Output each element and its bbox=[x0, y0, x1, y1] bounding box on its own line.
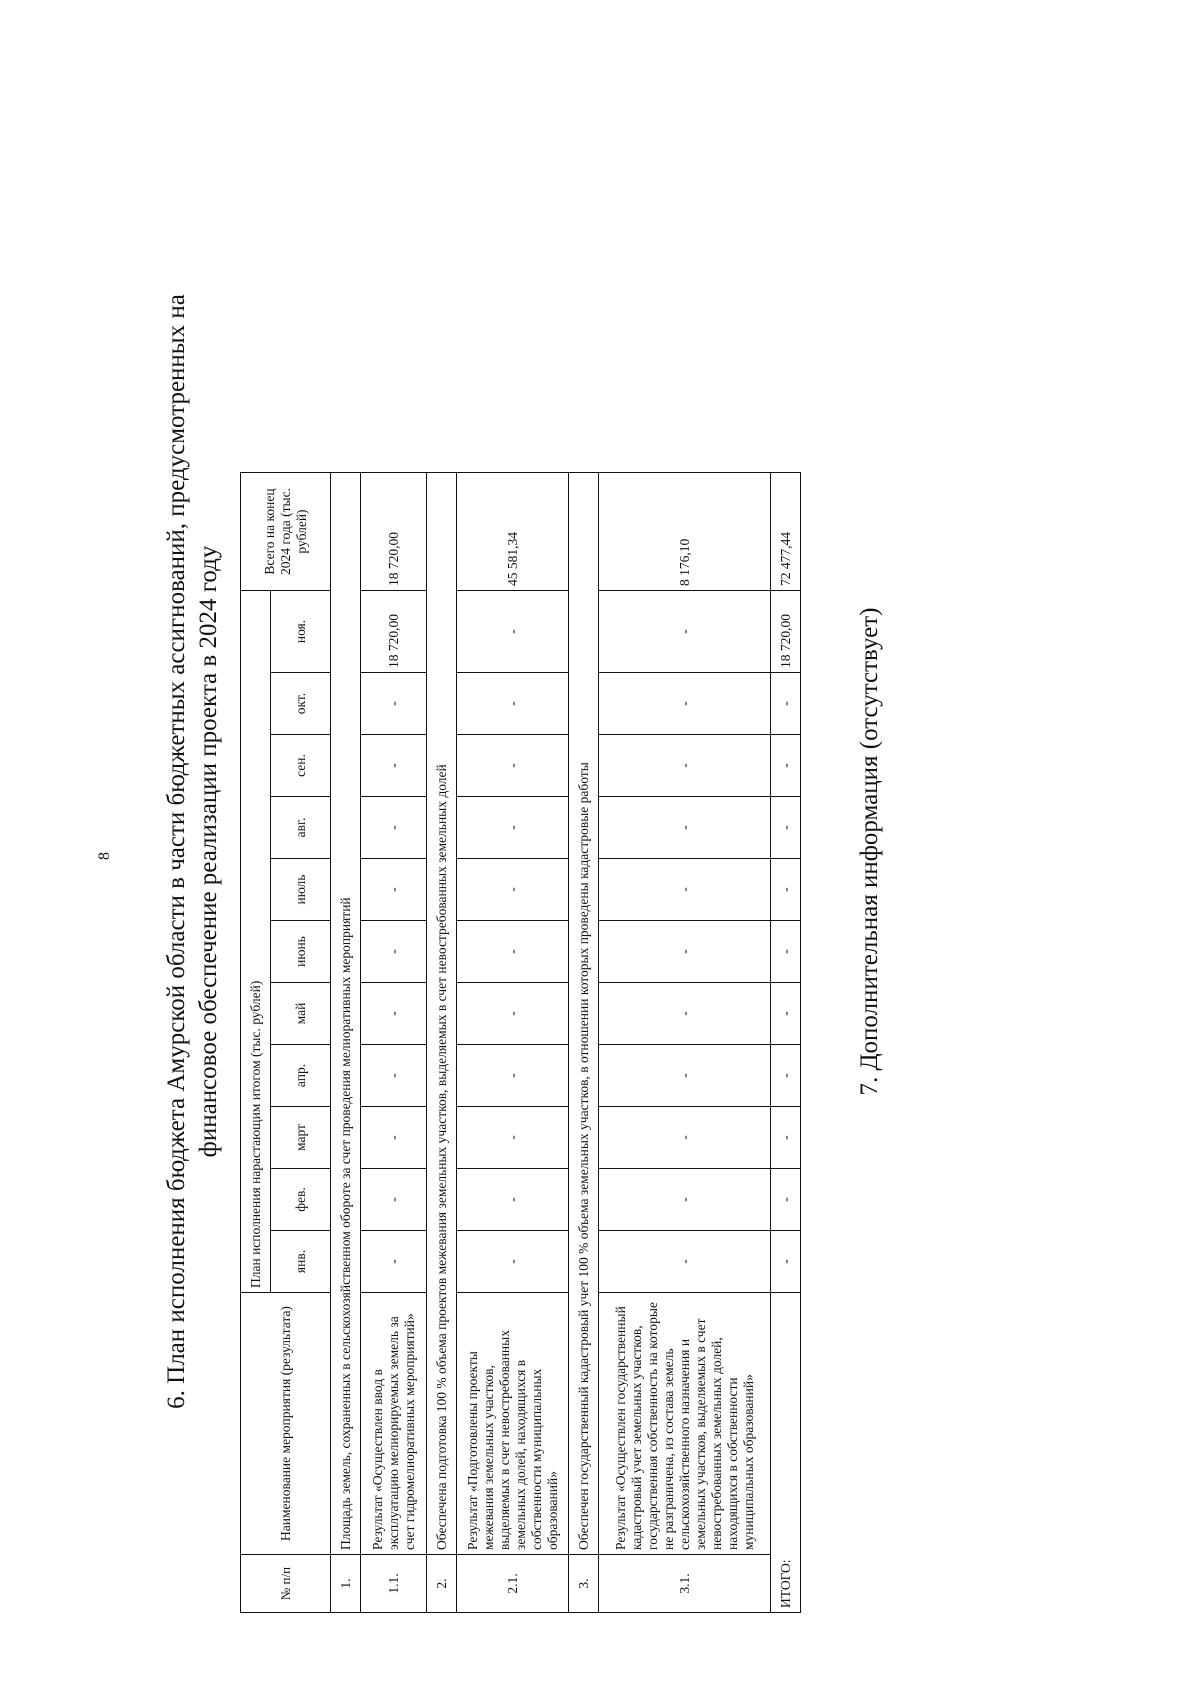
budget-plan-table bbox=[240, 472, 801, 1613]
itogo-value: - bbox=[771, 1045, 801, 1107]
itogo-value: - bbox=[771, 921, 801, 983]
row-num: 3.1. bbox=[599, 1555, 771, 1613]
row-value: - bbox=[599, 1107, 771, 1169]
row-num: 3. bbox=[569, 1555, 599, 1613]
row-total: 8 176,10 bbox=[599, 473, 771, 591]
itogo-value: 18 720,00 bbox=[771, 591, 801, 673]
row-value: - bbox=[361, 921, 427, 983]
table-row bbox=[599, 473, 771, 1613]
section-text: Площадь земель, сохраненных в сельскохозяйственном обороте за счет проведения мелиоративных мероприятий bbox=[331, 473, 361, 1555]
row-value: - bbox=[457, 1231, 569, 1293]
row-value: - bbox=[457, 1045, 569, 1107]
itogo-label: ИТОГО: bbox=[771, 1293, 801, 1613]
row-value: - bbox=[457, 921, 569, 983]
row-value: - bbox=[599, 983, 771, 1045]
row-total: 18 720,00 bbox=[361, 473, 427, 591]
row-value: - bbox=[457, 1107, 569, 1169]
row-num: 2.1. bbox=[457, 1555, 569, 1613]
section-text: Обеспечен государственный кадастровый учет 100 % объема земельных участков, в отношении которых проведены кадастровые работы bbox=[569, 473, 599, 1555]
row-value: - bbox=[361, 859, 427, 921]
table-row bbox=[361, 473, 427, 1613]
row-value: - bbox=[599, 797, 771, 859]
row-value: - bbox=[599, 673, 771, 735]
section-title-line-2: финансовое обеспечение реализации проекта в 2024 году bbox=[195, 545, 222, 1158]
page-number: 8 bbox=[96, 852, 113, 860]
row-value: - bbox=[361, 797, 427, 859]
row-value: - bbox=[599, 1045, 771, 1107]
header-month: сен. bbox=[271, 735, 331, 797]
row-value: 18 720,00 bbox=[361, 591, 427, 673]
row-value: - bbox=[361, 1169, 427, 1231]
row-name: Результат «Осуществлен государственный кадастровый учет земельных участков, государственная собственность на которые не разграничена, из состава земель сельскохозяйственного назначения и земельных участков, выделяемых в счет невостребованных земельных долей, находящихся в собственности муниципальных образований» bbox=[599, 1293, 771, 1555]
row-name: Результат «Подготовлены проекты межевания земельных участков, выделяемых в счет невостребованных земельных долей, находящихся в собственности муниципальных образований» bbox=[457, 1293, 569, 1555]
itogo-value: - bbox=[771, 1169, 801, 1231]
row-value: - bbox=[457, 859, 569, 921]
row-value: - bbox=[457, 591, 569, 673]
row-value: - bbox=[361, 1231, 427, 1293]
row-value: - bbox=[361, 1107, 427, 1169]
row-value: - bbox=[599, 591, 771, 673]
header-month: апр. bbox=[271, 1045, 331, 1107]
row-value: - bbox=[457, 1169, 569, 1231]
budget-plan-table-wrapper bbox=[240, 472, 801, 1613]
table-row-section bbox=[331, 473, 361, 1613]
itogo-value: - bbox=[771, 735, 801, 797]
itogo-value: - bbox=[771, 797, 801, 859]
header-month: июнь bbox=[271, 921, 331, 983]
header-total: Всего на конец 2024 года (тыс. рублей) bbox=[241, 473, 331, 591]
itogo-value: - bbox=[771, 983, 801, 1045]
itogo-value: - bbox=[771, 1231, 801, 1293]
row-value: - bbox=[599, 921, 771, 983]
header-month: май bbox=[271, 983, 331, 1045]
itogo-value: - bbox=[771, 673, 801, 735]
row-num: 2. bbox=[427, 1555, 457, 1613]
row-num: 1.1. bbox=[361, 1555, 427, 1613]
header-plan: План исполнения нарастающим итогом (тыс. рублей) bbox=[241, 591, 271, 1293]
itogo-value: - bbox=[771, 859, 801, 921]
header-month: фев. bbox=[271, 1169, 331, 1231]
header-month: июль bbox=[271, 859, 331, 921]
row-total: 45 581,34 bbox=[457, 473, 569, 591]
row-value: - bbox=[599, 859, 771, 921]
header-month: янв. bbox=[271, 1231, 331, 1293]
row-value: - bbox=[599, 1169, 771, 1231]
row-value: - bbox=[457, 673, 569, 735]
row-value: - bbox=[361, 673, 427, 735]
table-row bbox=[457, 473, 569, 1613]
header-month: март bbox=[271, 1107, 331, 1169]
table-row-section bbox=[569, 473, 599, 1613]
itogo-value: - bbox=[771, 1107, 801, 1169]
row-name: Результат «Осуществлен ввод в эксплуатацию мелиорируемых земель за счет гидромелиоративных мероприятий» bbox=[361, 1293, 427, 1555]
additional-info-heading: 7. Дополнительная информация (отсутствует) bbox=[856, 607, 883, 1096]
itogo-total: 72 477,44 bbox=[771, 473, 801, 591]
table-row-section bbox=[427, 473, 457, 1613]
row-value: - bbox=[361, 1045, 427, 1107]
row-value: - bbox=[599, 735, 771, 797]
table-row-total bbox=[771, 473, 801, 1613]
header-month: авг. bbox=[271, 797, 331, 859]
row-value: - bbox=[361, 983, 427, 1045]
row-value: - bbox=[599, 1231, 771, 1293]
row-num: 1. bbox=[331, 1555, 361, 1613]
header-num: № п/п bbox=[241, 1555, 331, 1613]
row-value: - bbox=[457, 735, 569, 797]
header-name: Наименование мероприятия (результата) bbox=[241, 1293, 331, 1555]
row-value: - bbox=[361, 735, 427, 797]
section-text: Обеспечена подготовка 100 % объема проектов межевания земельных участков, выделяемых в счет невостребованных земельных долей bbox=[427, 473, 457, 1555]
header-month: ноя. bbox=[271, 591, 331, 673]
row-value: - bbox=[457, 797, 569, 859]
section-title-line-1: 6. План исполнения бюджета Амурской области в части бюджетных ассигнований, предусмотренных на bbox=[163, 294, 190, 1409]
row-value: - bbox=[457, 983, 569, 1045]
header-month: окт. bbox=[271, 673, 331, 735]
